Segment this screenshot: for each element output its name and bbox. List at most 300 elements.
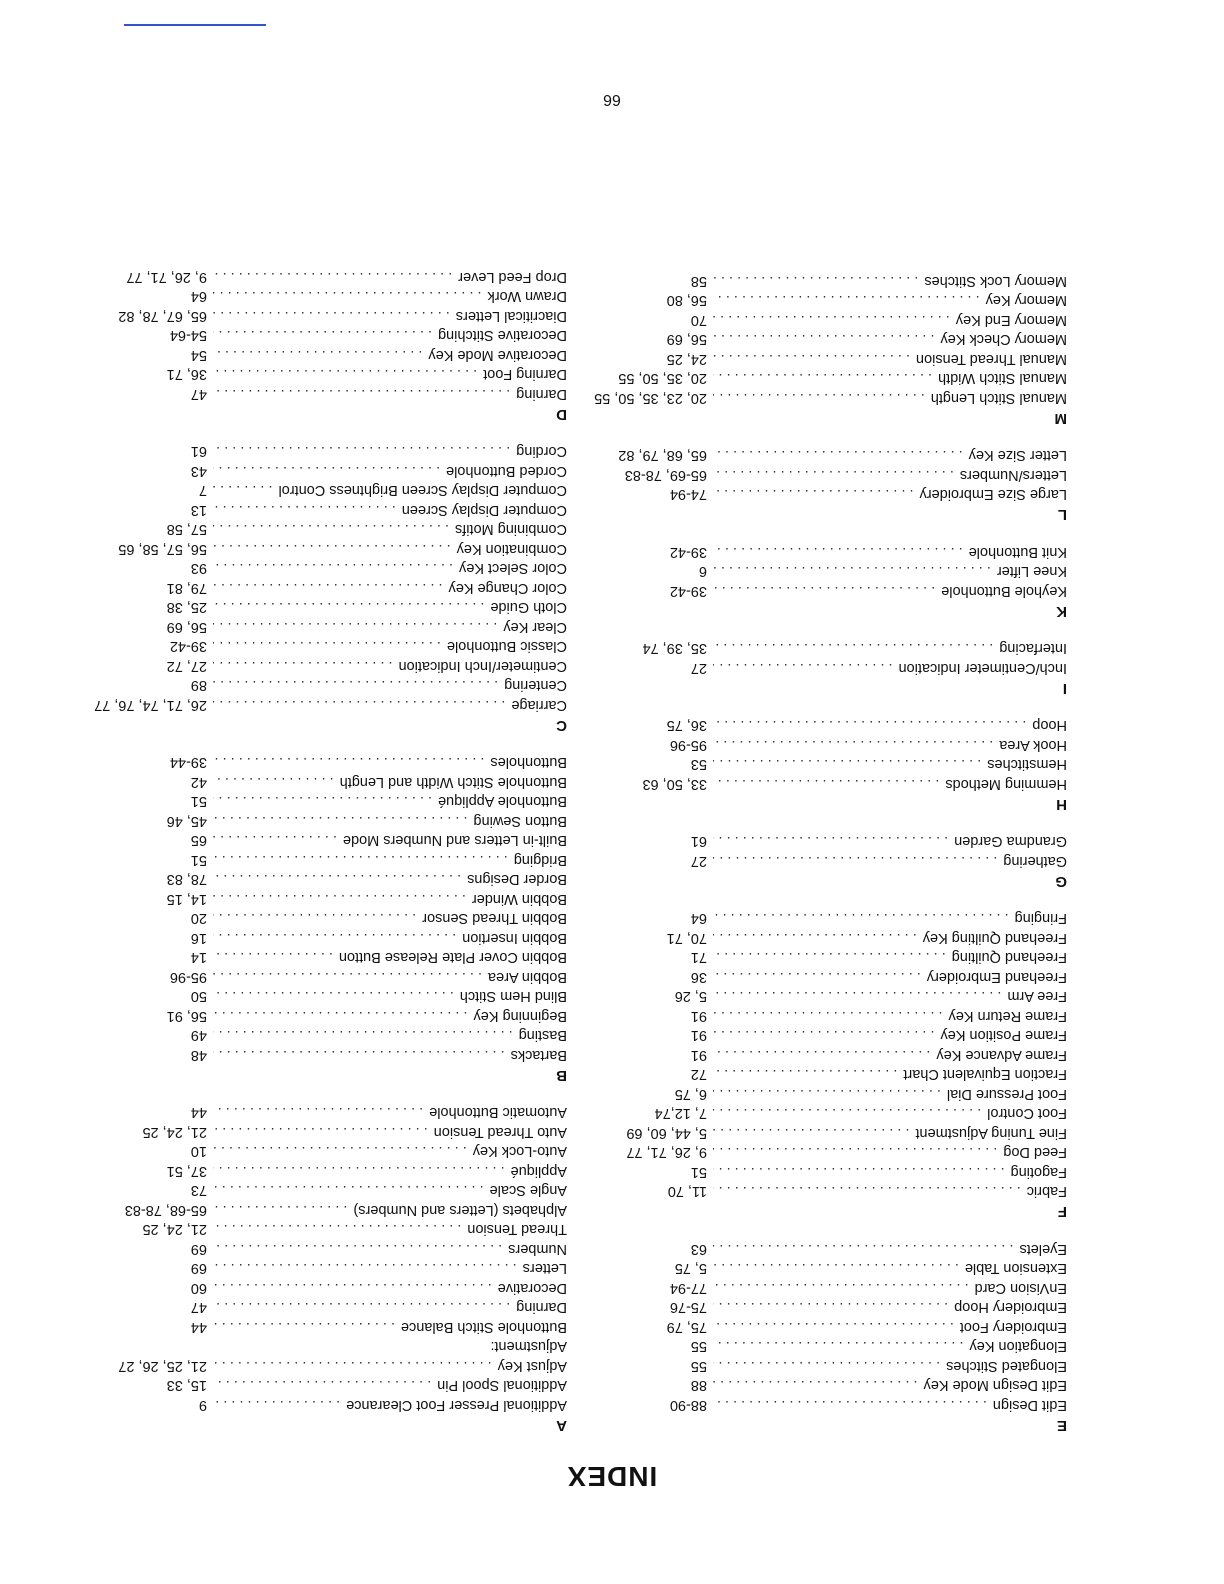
index-entry — [57, 830, 567, 850]
index-term: Darning — [516, 1299, 567, 1316]
index-term: Bobbin Area — [487, 969, 567, 985]
index-term: Bobbin Insertion — [462, 930, 567, 946]
leader-dots — [713, 1317, 954, 1337]
leader-dots — [213, 519, 449, 539]
index-entry — [57, 461, 567, 481]
index-pages: 56, 80 — [666, 292, 707, 309]
index-term: Manual Thread Tension — [915, 351, 1067, 367]
index-pages: 14, 15 — [166, 891, 207, 907]
index-term: Keyhole Buttonhole — [941, 583, 1067, 599]
index-pages: 49 — [190, 1027, 207, 1044]
index-entry — [557, 851, 1067, 871]
leader-dots — [713, 561, 991, 581]
leader-dots — [213, 1141, 467, 1161]
leader-dots — [213, 830, 337, 850]
index-term: Frame Return Key — [948, 1008, 1067, 1024]
index-entry — [557, 329, 1067, 349]
index-term: Color Change Key — [448, 580, 567, 596]
index-pages: 53 — [690, 756, 707, 773]
leader-dots — [713, 310, 950, 330]
index-pages: 42 — [190, 774, 207, 790]
index-pages: 6, 75 — [674, 1086, 707, 1102]
index-entry — [57, 1375, 567, 1395]
leader-dots — [213, 597, 484, 617]
index-pages: 64 — [690, 910, 707, 927]
blue-rule-line — [124, 24, 266, 26]
index-entry — [557, 754, 1067, 774]
index-entry — [57, 656, 567, 676]
index-term: Edit Design Mode Key — [923, 1377, 1067, 1394]
index-entry — [57, 519, 567, 539]
index-entry — [57, 908, 567, 928]
index-pages: 73 — [190, 1182, 207, 1199]
leader-dots — [713, 928, 917, 948]
leader-dots — [213, 967, 482, 987]
index-entry — [57, 286, 567, 306]
leader-dots — [213, 986, 454, 1006]
index-term: Grandma Garden — [954, 833, 1067, 850]
index-entry — [57, 675, 567, 695]
index-term: Knit Buttonhole — [968, 544, 1067, 560]
index-entry — [57, 986, 567, 1006]
page-title: INDEX — [566, 1461, 658, 1492]
index-entry — [57, 578, 567, 598]
index-pages: 77-94 — [669, 1280, 707, 1296]
index-pages: 56, 69 — [666, 331, 707, 348]
index-entry — [57, 1356, 567, 1376]
index-term: Computer Display Screen — [401, 502, 567, 518]
index-pages: 5, 26 — [674, 988, 707, 1005]
leader-dots — [713, 1258, 959, 1278]
index-pages: 93 — [190, 560, 207, 577]
leader-dots — [713, 754, 981, 774]
index-term: Letters — [522, 1260, 567, 1277]
index-term: Bobbin Winder — [471, 891, 567, 907]
index-entry — [557, 774, 1067, 794]
index-entry — [557, 561, 1067, 581]
index-entry — [57, 597, 567, 617]
index-pages: 64 — [190, 288, 207, 305]
index-entry — [557, 290, 1067, 310]
index-pages: 44 — [190, 1104, 207, 1121]
index-entry — [557, 638, 1067, 658]
index-entry — [57, 558, 567, 578]
leader-dots — [713, 1336, 963, 1356]
leader-dots — [713, 1239, 1013, 1259]
index-term: Frame Advance Key — [936, 1047, 1067, 1063]
index-term: Drop Feed Lever — [458, 269, 567, 285]
index-term: Decorative Mode Key — [428, 347, 567, 363]
index-entry — [57, 967, 567, 987]
index-entry — [57, 1180, 567, 1200]
index-term: Memory Check Key — [940, 331, 1067, 348]
leader-dots — [713, 986, 1001, 1006]
index-term: Memory End Key — [955, 312, 1067, 328]
index-pages: 65, 67, 78, 82 — [118, 308, 207, 324]
leader-dots — [213, 558, 453, 578]
index-term: Color Select Key — [459, 560, 567, 577]
index-pages: 89 — [190, 677, 207, 694]
index-pages: 65 — [190, 832, 207, 849]
index-term: Free Arm — [1007, 988, 1067, 1005]
index-entry — [57, 1278, 567, 1298]
index-entry — [557, 1162, 1067, 1182]
index-pages: 51 — [190, 852, 207, 868]
leader-dots — [713, 290, 980, 310]
index-pages: 74-94 — [669, 486, 707, 503]
leader-dots — [713, 1395, 987, 1415]
index-term: Cloth Guide — [490, 599, 567, 616]
index-pages: 88 — [690, 1377, 707, 1394]
index-pages: 27 — [690, 660, 707, 676]
index-entry — [557, 1181, 1067, 1201]
index-term: Centering — [504, 677, 567, 694]
index-entry — [57, 1395, 567, 1415]
index-entry — [57, 869, 567, 889]
index-term: Freehand Embroidery — [926, 969, 1067, 985]
index-term: Hemming Methods — [945, 776, 1067, 792]
index-pages: 39-44 — [169, 754, 207, 771]
index-entry — [557, 1336, 1067, 1356]
leader-dots — [713, 445, 963, 465]
index-entry — [557, 271, 1067, 291]
section-heading: M — [1054, 410, 1067, 427]
index-entry — [557, 1239, 1067, 1259]
index-pages: 20 — [190, 910, 207, 927]
index-pages: 65-68, 78-83 — [124, 1202, 207, 1218]
index-pages: 14 — [190, 949, 207, 966]
index-entry — [57, 1122, 567, 1142]
leader-dots — [213, 500, 396, 520]
index-entry — [557, 542, 1067, 562]
index-entry — [557, 908, 1067, 928]
index-entry — [557, 484, 1067, 504]
index-pages: 55 — [690, 1358, 707, 1374]
index-entry — [57, 752, 567, 772]
leader-dots — [213, 1200, 347, 1220]
index-term: Button Sewing — [473, 813, 567, 829]
index-pages: 7, 12,74 — [654, 1105, 707, 1122]
index-term: Bridging — [513, 852, 567, 868]
leader-dots — [213, 656, 393, 676]
index-pages: 13 — [190, 502, 207, 518]
leader-dots — [713, 465, 954, 485]
index-pages: 37, 51 — [166, 1163, 207, 1179]
index-pages: 60 — [190, 1280, 207, 1296]
leader-dots — [213, 1239, 502, 1259]
index-entry — [557, 1356, 1067, 1376]
index-term: Eyelets — [1019, 1241, 1067, 1257]
index-term: Buttonhole Stitch Width and Length — [339, 774, 567, 790]
index-pages: 63 — [690, 1241, 707, 1257]
leader-dots — [213, 1219, 461, 1239]
index-term: Angle Scale — [489, 1182, 567, 1199]
leader-dots — [713, 851, 997, 871]
index-term: Darning Foot — [483, 366, 567, 383]
leader-dots — [213, 947, 333, 967]
index-entry — [557, 1006, 1067, 1026]
index-entry — [557, 388, 1067, 408]
index-entry — [557, 349, 1067, 369]
leader-dots — [713, 542, 963, 562]
section-heading: H — [1056, 796, 1067, 813]
index-pages: 20, 23, 35, 50, 55 — [594, 390, 707, 406]
page-number: 66 — [603, 91, 621, 108]
section-heading: K — [1056, 603, 1067, 620]
index-term: Beginning Key — [473, 1008, 567, 1024]
leader-dots — [713, 368, 932, 388]
index-pages: 47 — [190, 386, 207, 402]
index-term: Buttonholes — [490, 754, 567, 771]
leader-dots — [213, 480, 272, 500]
index-entry — [557, 1025, 1067, 1045]
index-entry — [557, 1103, 1067, 1123]
index-pages: 91 — [690, 1047, 707, 1063]
leader-dots — [213, 1122, 428, 1142]
index-term: Hemstitches — [987, 756, 1067, 773]
index-pages: 9 — [198, 1397, 207, 1413]
index-term: Fagoting — [1010, 1164, 1067, 1180]
index-term: Foot Pressure Dial — [946, 1086, 1067, 1102]
leader-dots — [213, 1180, 484, 1200]
leader-dots — [213, 928, 456, 948]
index-entry — [57, 267, 567, 287]
index-entry — [57, 947, 567, 967]
index-entry — [57, 636, 567, 656]
index-term: Interfacing — [999, 640, 1067, 657]
leader-dots — [213, 791, 432, 811]
index-pages: 27 — [690, 853, 707, 869]
index-pages: 75-76 — [669, 1299, 707, 1316]
index-pages: 61 — [190, 443, 207, 460]
index-term: Alphabets (Letters and Numbers) — [353, 1202, 567, 1218]
leader-dots — [713, 1025, 934, 1045]
index-pages: 33, 50, 63 — [642, 776, 707, 792]
index-column-left — [557, 271, 1067, 1437]
index-term: Clear Key — [503, 619, 567, 635]
index-entry — [557, 1045, 1067, 1065]
leader-dots — [713, 1375, 918, 1395]
index-term: Border Designs — [467, 871, 567, 888]
index-entry — [557, 967, 1067, 987]
index-term: Appliqué — [510, 1163, 567, 1179]
leader-dots — [713, 1123, 909, 1143]
index-pages: 57, 58 — [166, 521, 207, 538]
leader-dots — [213, 1025, 513, 1045]
index-term: Letter Size Key — [968, 447, 1067, 464]
index-pages: 65-69, 78-83 — [624, 467, 707, 483]
index-term: Computer Display Screen Brightness Control — [278, 482, 567, 499]
index-pages: 21, 24, 25 — [142, 1221, 207, 1238]
leader-dots — [713, 831, 948, 851]
index-entry — [557, 831, 1067, 851]
index-pages: 56, 91 — [166, 1008, 207, 1024]
index-entry — [57, 1045, 567, 1065]
leader-dots — [713, 349, 910, 369]
index-pages: 21, 25, 26, 27 — [118, 1358, 207, 1374]
leader-dots — [713, 1297, 948, 1317]
leader-dots — [213, 1375, 431, 1395]
leader-dots — [213, 869, 461, 889]
index-pages: 70, 71 — [666, 930, 707, 946]
index-entry — [557, 465, 1067, 485]
index-entry — [557, 986, 1067, 1006]
index-pages: 58 — [690, 273, 707, 289]
index-entry — [57, 384, 567, 404]
index-pages: 16 — [190, 930, 207, 946]
index-term: Additional Spool Pin — [437, 1377, 567, 1394]
index-term: Basting — [518, 1027, 567, 1044]
leader-dots — [713, 1064, 897, 1084]
leader-dots — [213, 306, 450, 326]
section-heading: L — [1057, 506, 1067, 524]
leader-dots — [213, 578, 443, 598]
index-term: Elongated Stitches — [946, 1358, 1067, 1374]
index-entry — [557, 1375, 1067, 1395]
index-pages: 54-64 — [169, 327, 207, 344]
leader-dots — [713, 638, 993, 658]
index-pages: 43 — [190, 463, 207, 479]
index-entry — [557, 1258, 1067, 1278]
index-pages: 26, 71, 74, 76, 77 — [94, 697, 207, 713]
index-term: Large Size Embroidery — [919, 486, 1067, 503]
leader-dots — [213, 286, 482, 306]
index-entry — [57, 850, 567, 870]
index-term: Additional Presser Foot Clearance — [346, 1397, 567, 1413]
leader-dots — [713, 1045, 930, 1065]
index-term: Carriage — [511, 697, 567, 713]
index-term: Combining Motifs — [454, 521, 567, 538]
index-entry — [557, 368, 1067, 388]
index-entry — [57, 1317, 567, 1337]
leader-dots — [213, 889, 466, 909]
index-term: Manual Stitch Length — [930, 390, 1067, 406]
index-term: Blind Hem Stitch — [459, 988, 567, 1005]
index-term: Buttonhole Stitch Balance — [400, 1319, 567, 1335]
leader-dots — [213, 1278, 492, 1298]
leader-dots — [213, 1356, 492, 1376]
index-entry — [57, 772, 567, 792]
index-term: Inch/Centimeter Indication — [898, 660, 1067, 676]
index-pages: 36, 71 — [166, 366, 207, 383]
index-term: Edit Design — [992, 1397, 1067, 1413]
leader-dots — [213, 1045, 505, 1065]
index-term: Diacritical Letters — [455, 308, 567, 324]
index-pages: 36, 75 — [666, 717, 707, 734]
index-entry — [557, 928, 1067, 948]
index-entry — [57, 364, 567, 384]
index-entry — [57, 928, 567, 948]
index-term: Decorative — [497, 1280, 567, 1296]
index-term: Manual Stitch Width — [938, 370, 1067, 387]
leader-dots — [713, 1162, 1005, 1182]
leader-dots — [213, 1297, 510, 1317]
index-pages: 10 — [190, 1143, 207, 1160]
leader-dots — [213, 1395, 340, 1415]
leader-dots — [713, 388, 925, 408]
index-term: Classic Buttonhole — [446, 638, 567, 655]
index-term: Corded Buttonhole — [446, 463, 567, 479]
section-heading: F — [1057, 1203, 1067, 1221]
index-entry — [57, 617, 567, 637]
index-pages: 70 — [690, 312, 707, 328]
index-pages: 25, 38 — [166, 599, 207, 616]
leader-dots — [713, 967, 921, 987]
section-heading: B — [556, 1067, 567, 1084]
index-term: Knee Lifter — [996, 563, 1067, 580]
index-pages: 27, 72 — [166, 658, 207, 674]
index-entry — [57, 325, 567, 345]
index-entry — [557, 735, 1067, 755]
index-pages: 69 — [190, 1241, 207, 1257]
leader-dots — [213, 675, 498, 695]
index-entry — [57, 345, 567, 365]
leader-dots — [213, 1006, 467, 1026]
index-term: EnVision Card — [974, 1280, 1067, 1296]
index-term: Frame Position Key — [940, 1027, 1067, 1044]
index-term: Adjustment: — [490, 1338, 567, 1355]
index-pages: 21, 24, 25 — [142, 1124, 207, 1140]
index-entry — [557, 1064, 1067, 1084]
index-entry — [57, 1006, 567, 1026]
index-term: Memory Key — [985, 292, 1067, 309]
index-term: Numbers — [508, 1241, 567, 1257]
leader-dots — [713, 908, 1009, 928]
leader-dots — [213, 364, 477, 384]
index-entry — [57, 889, 567, 909]
index-term: Embroidery Foot — [959, 1319, 1067, 1335]
leader-dots — [713, 1084, 941, 1104]
leader-dots — [713, 1006, 943, 1026]
section-heading: I — [1062, 680, 1067, 697]
leader-dots — [213, 1258, 517, 1278]
index-pages: 47 — [190, 1299, 207, 1316]
index-pages: 75, 79 — [666, 1319, 707, 1335]
index-entry — [57, 1141, 567, 1161]
index-term: Thread Tension — [467, 1221, 567, 1238]
leader-dots — [713, 1356, 940, 1376]
index-pages: 95-96 — [169, 969, 207, 985]
leader-dots — [213, 752, 484, 772]
index-entry — [57, 500, 567, 520]
index-pages: 9, 26, 71, 77 — [126, 269, 207, 285]
index-pages: 24, 25 — [666, 351, 707, 367]
leader-dots — [713, 581, 935, 601]
leader-dots — [713, 735, 993, 755]
leader-dots — [213, 811, 467, 831]
index-pages: 5, 44, 60, 69 — [626, 1125, 707, 1141]
index-pages: 48 — [190, 1047, 207, 1063]
section-heading: G — [1055, 873, 1067, 890]
index-term: Freehand Quilting — [951, 949, 1067, 966]
index-pages: 50 — [190, 988, 207, 1005]
leader-dots — [713, 715, 1026, 735]
leader-dots — [713, 1142, 997, 1162]
index-entry — [57, 811, 567, 831]
index-entry — [57, 480, 567, 500]
leader-dots — [713, 1181, 1021, 1201]
index-term: Elongation Key — [969, 1338, 1067, 1355]
index-pages: 55 — [690, 1338, 707, 1355]
index-entry — [557, 1297, 1067, 1317]
index-term: Hook Area — [999, 737, 1067, 753]
index-term: Fraction Equivalent Chart — [903, 1066, 1067, 1083]
index-pages: 78, 83 — [166, 871, 207, 888]
index-entry — [57, 1025, 567, 1045]
leader-dots — [713, 1103, 981, 1123]
index-entry — [57, 1161, 567, 1181]
index-pages: 65, 68, 79, 82 — [618, 447, 707, 464]
